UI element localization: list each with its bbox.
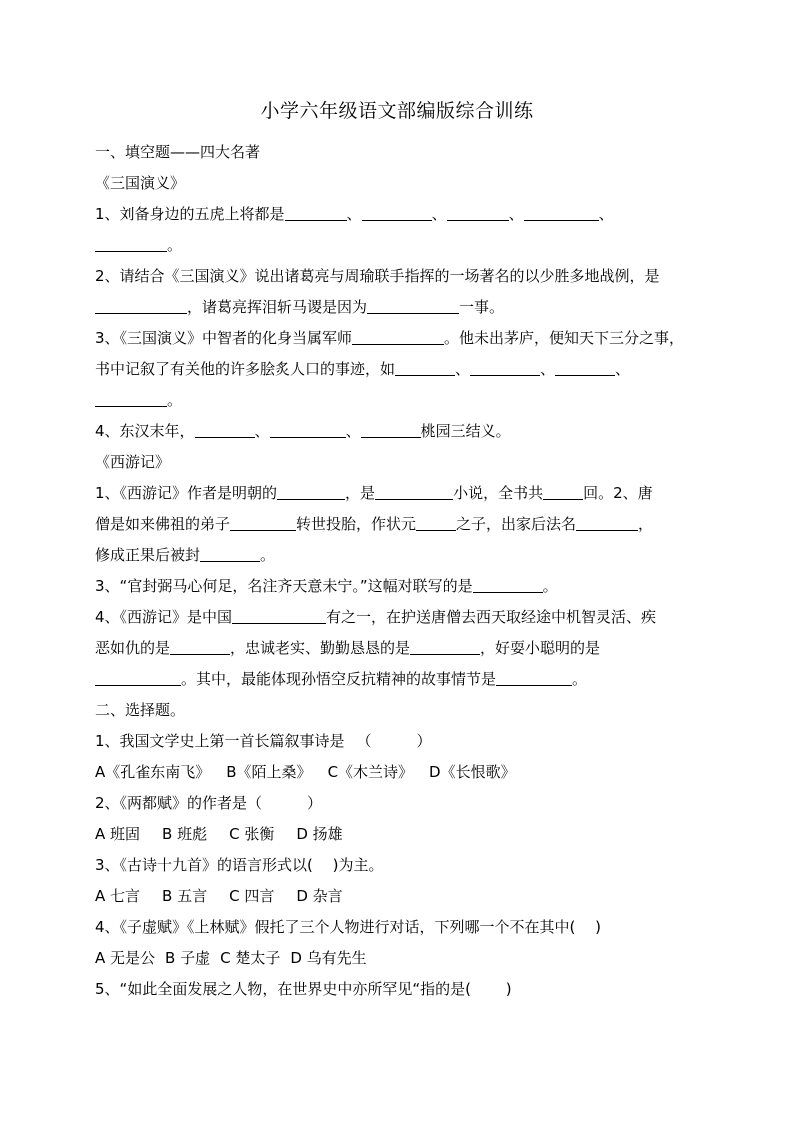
answer-blank[interactable] [447, 204, 509, 221]
question-sanguo-2: 2、请结合《三国演义》说出诸葛亮与周瑜联手指挥的一场著名的以少胜多地战例，是 [95, 267, 660, 285]
option-d[interactable]: D《长恨歌》 [429, 763, 516, 781]
question-sanguo-2-cont: ，诸葛亮挥泪斩马谡是因为 一事。 [95, 292, 701, 323]
answer-blank[interactable] [285, 204, 347, 221]
option-c[interactable]: C 楚太子 [220, 949, 281, 967]
option-b[interactable]: B《陌上桑》 [226, 763, 312, 781]
choice-options-1 [95, 757, 701, 788]
choice-question-3: 3、《古诗十九首》的语言形式以( )为主。 [95, 856, 384, 874]
choice-question-1: 1、我国文学史上第一首长篇叙事诗是 （ ） [95, 726, 701, 757]
question-sanguo-1-cont: 。 [95, 230, 701, 261]
answer-blank[interactable] [555, 359, 615, 376]
choice-options-3 [95, 881, 701, 912]
answer-blank[interactable] [361, 421, 421, 438]
answer-blank[interactable] [230, 514, 296, 531]
question-sanguo-3: 3、《三国演义》中智者的化身当属军师 。他未出茅庐，便知天下三分之事， [95, 329, 685, 347]
answer-blank[interactable] [543, 483, 583, 500]
answer-blank[interactable] [95, 235, 167, 252]
answer-blank[interactable] [473, 576, 543, 593]
answer-blank[interactable] [576, 514, 638, 531]
question-xiyou-4-cont: 恶如仇的是 ，忠诚老实、勤勤恳恳的是 ，好耍小聪明的是 [95, 639, 601, 657]
answer-blank[interactable] [95, 297, 187, 314]
question-xiyou-1: 1、《西游记》作者是明朝的 ，是 小说，全书共 回。2、唐 [95, 484, 653, 502]
question-sanguo-3-cont2: 。 [95, 385, 701, 416]
section-heading-fill-in: 一、填空题——四大名著 [95, 143, 261, 161]
option-b[interactable]: B 班彪 [162, 825, 208, 843]
choice-question-5: 5、“如此全面发展之人物，在世界史中亦所罕见“指的是( ) [95, 980, 512, 998]
question-xiyou-4-cont2: 。其中，最能体现孙悟空反抗精神的故事情节是 。 [95, 664, 701, 695]
answer-blank[interactable] [170, 638, 230, 655]
book-title-xiyou: 《西游记》 [95, 453, 171, 471]
question-xiyou-4: 4、《西游记》是中国 有之一，在护送唐僧去西天取经途中机智灵活、疾 [95, 608, 657, 626]
choice-options-2 [95, 819, 701, 850]
answer-paren[interactable]: （ ） [247, 794, 323, 812]
answer-blank[interactable] [352, 328, 444, 345]
answer-blank[interactable] [524, 204, 599, 221]
question-sanguo-3-cont: 书中记叙了有关他的许多脍炙人口的事迹，如 、 、 、 [95, 360, 631, 378]
answer-blank[interactable] [232, 607, 326, 624]
choice-options-4 [95, 943, 701, 974]
book-title-sanguo: 《三国演义》 [95, 174, 186, 192]
answer-blank[interactable] [270, 421, 346, 438]
answer-paren[interactable]: （ ） [356, 732, 432, 750]
option-d[interactable]: D 杂言 [296, 887, 343, 905]
answer-blank[interactable] [496, 669, 572, 686]
option-a[interactable]: A 七言 [95, 887, 141, 905]
option-b[interactable]: B 五言 [162, 887, 208, 905]
option-b[interactable]: B 子虚 [165, 949, 211, 967]
answer-blank[interactable] [367, 297, 459, 314]
option-a[interactable]: A 班固 [95, 825, 141, 843]
option-a[interactable]: A 无是公 [95, 949, 156, 967]
question-xiyou-3: 3、“官封弼马心何足，名注齐天意未宁。”这幅对联写的是 。 [95, 577, 558, 595]
answer-blank[interactable] [95, 669, 181, 686]
question-xiyou-1-cont: 僧是如来佛祖的弟子 转世投胎，作状元 之子，出家后法名 ， [95, 515, 654, 533]
answer-blank[interactable] [195, 421, 255, 438]
answer-blank[interactable] [416, 514, 456, 531]
option-d[interactable]: D 扬雄 [296, 825, 343, 843]
answer-blank[interactable] [95, 390, 167, 407]
answer-blank[interactable] [362, 204, 432, 221]
option-c[interactable]: C《木兰诗》 [327, 763, 414, 781]
option-c[interactable]: C 四言 [229, 887, 275, 905]
choice-question-4: 4、《子虚赋》《上林赋》假托了三个人物进行对话，下列哪一个不在其中( ) [95, 918, 602, 936]
question-xiyou-1-cont2: 修成正果后被封 。 [95, 546, 276, 564]
section-heading-choice: 二、选择题。 [95, 701, 186, 719]
answer-blank[interactable] [200, 545, 260, 562]
option-a[interactable]: A《孔雀东南飞》 [95, 763, 211, 781]
page-title: 小学六年级语文部编版综合训练 [260, 100, 534, 122]
choice-question-2: 2、《两都赋》的作者是（ ） [95, 788, 701, 819]
question-sanguo-1: 1、刘备身边的五虎上将都是 、 、 、 、 [95, 205, 614, 223]
question-sanguo-4: 4、东汉末年， 、 、 桃园三结义。 [95, 422, 511, 440]
answer-blank[interactable] [375, 483, 453, 500]
answer-blank[interactable] [395, 359, 455, 376]
answer-blank[interactable] [470, 359, 540, 376]
option-d[interactable]: D 乌有先生 [290, 949, 367, 967]
worksheet-content [95, 137, 701, 1005]
answer-blank[interactable] [410, 638, 480, 655]
answer-blank[interactable] [277, 483, 345, 500]
option-c[interactable]: C 张衡 [229, 825, 275, 843]
